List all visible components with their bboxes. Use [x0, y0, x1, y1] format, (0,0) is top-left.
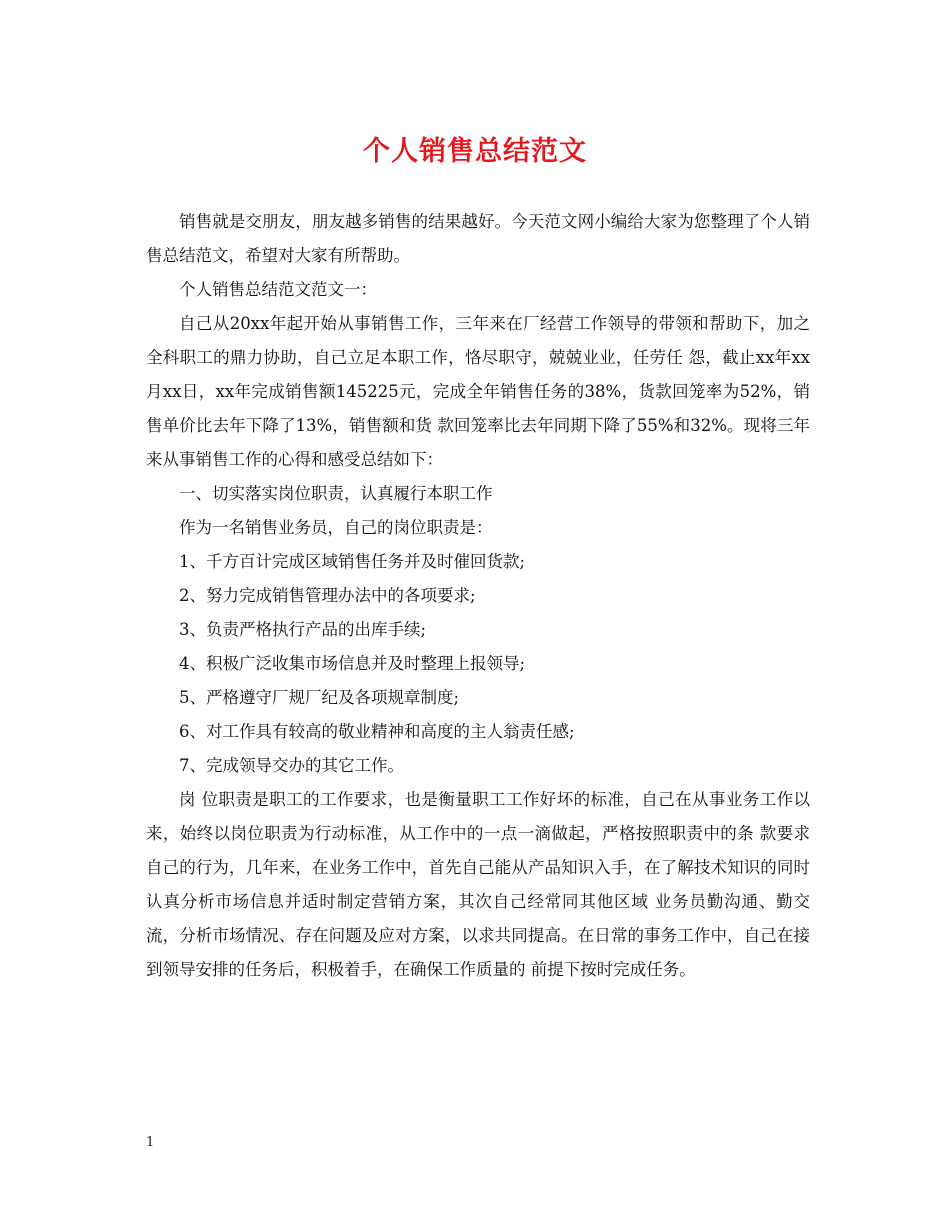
paragraph: 销售就是交朋友，朋友越多销售的结果越好。今天范文网小编给大家为您整理了个人销售总结范文，希望对大家有所帮助。 [146, 212, 810, 265]
list-item: 5、严格遵守厂规厂纪及各项规章制度; [179, 688, 460, 707]
section-heading: 一、切实落实岗位职责，认真履行本职工作 [179, 484, 493, 503]
list-item: 1、千方百计完成区域销售任务并及时催回货款; [179, 552, 526, 571]
page-title: 个人销售总结范文 [363, 136, 587, 167]
page-number: 1 [146, 1135, 155, 1150]
paragraph: 作为一名销售业务员，自己的岗位职责是： [179, 518, 493, 537]
paragraph: 岗 位职责是职工的工作要求，也是衡量职工工作好坏的标准，自己在从事业务工作以来，始终以岗位职责为行动标准，从工作中的一点一滴做起，严格按照职责中的条 款要求自己的行为，几年来，在业务工作中，首先自己能从产品知识入手，在了解技术知识的同时认真分析市场信息并适时制定营销方案，其次自己经常同其他区域 业务员勤沟通、勤交流，分析市场情况、存在问题及应对方案，以求共同提高。在日常的事务工作中，自己在接到领导安排的任务后，积极着手，在确保工作质量的 前提下按时完成任务。 [146, 790, 810, 979]
list-item: 2、努力完成销售管理办法中的各项要求; [179, 586, 476, 605]
paragraph: 自己从20xx年起开始从事销售工作，三年来在厂经营工作领导的带领和帮助下，加之全科职工的鼎力协助，自己立足本职工作，恪尽职守，兢兢业业，任劳任 怨，截止xx年xx月xx日，xx年完成销售额145225元，完成全年销售任务的38%，货款回笼率为52%，销售单价比去年下降了13%，销售额和货 款回笼率比去年同期下降了55%和32%。现将三年来从事销售工作的心得和感受总结如下： [146, 314, 810, 469]
list-item: 3、负责严格执行产品的出库手续; [179, 620, 427, 639]
list-item: 4、积极广泛收集市场信息并及时整理上报领导; [179, 654, 526, 673]
list-item: 7、完成领导交办的其它工作。 [179, 756, 404, 775]
document-body [146, 205, 810, 987]
list-item: 6、对工作具有较高的敬业精神和高度的主人翁责任感; [179, 722, 575, 741]
paragraph: 个人销售总结范文范文一： [179, 280, 377, 299]
